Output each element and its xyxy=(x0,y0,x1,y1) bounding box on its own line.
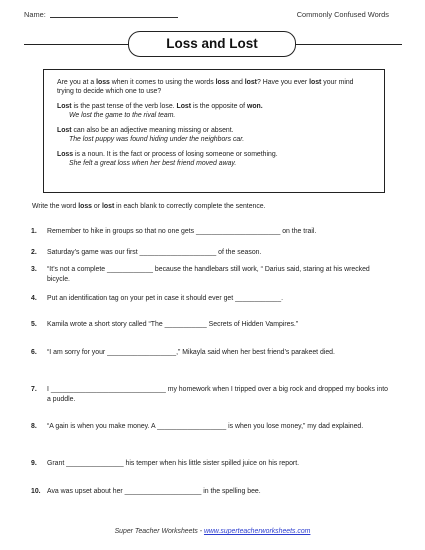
question-number: 3. xyxy=(31,266,37,273)
text-run: or xyxy=(92,203,102,210)
question-item xyxy=(31,487,391,497)
example-sentence: We lost the game to the rival team. xyxy=(69,112,176,119)
question-item xyxy=(31,422,391,432)
name-field xyxy=(24,10,178,19)
question-item xyxy=(31,348,391,358)
example-sentence: The lost puppy was found hiding under the neighbors car. xyxy=(69,136,245,143)
text-run: when it comes to using the words xyxy=(109,79,216,86)
question-text: “I am sorry for your __________________,” Mikayla said when her best friend’s parakeet died. xyxy=(47,349,335,356)
text-run: is a noun. It is the fact or process of losing someone or something. xyxy=(73,151,278,158)
keyword-text: Lost xyxy=(57,127,72,134)
question-text: Grant _______________ his temper when his little sister spilled juice on his report. xyxy=(47,460,300,467)
keyword-text: lost xyxy=(244,79,257,86)
text-run: is the opposite of xyxy=(191,103,247,110)
instructions xyxy=(32,203,266,210)
footer-site-name: Super Teacher Worksheets xyxy=(114,528,198,535)
question-item xyxy=(31,248,391,258)
text-run: ? Have you ever xyxy=(256,79,310,86)
question-text: Remember to hike in groups so that no one gets ______________________ on the trail. xyxy=(47,228,317,235)
keyword-text: Loss xyxy=(57,151,74,158)
text-run: Write the word xyxy=(32,203,79,210)
question-number: 7. xyxy=(31,386,37,393)
definition-paragraph xyxy=(57,102,372,120)
question-text: Saturday’s game was our first ____________________ of the season. xyxy=(47,249,262,256)
question-number: 4. xyxy=(31,295,37,302)
text-run: is the past tense of the verb lose. xyxy=(71,103,177,110)
question-number: 10. xyxy=(31,488,41,495)
name-line xyxy=(50,17,178,18)
example-sentence: She felt a great loss when her best friend moved away. xyxy=(69,160,237,167)
question-text: “A gain is when you make money. A __________________ is when you lose money,” my dad explained. xyxy=(47,423,364,430)
question-item xyxy=(31,385,391,404)
question-item xyxy=(31,294,391,304)
footer-url-link[interactable]: www.superteacherworksheets.com xyxy=(203,528,311,535)
definition-paragraph xyxy=(57,126,372,144)
keyword-text: lost xyxy=(101,203,115,210)
question-number: 1. xyxy=(31,228,37,235)
text-run: Are you at a xyxy=(57,79,97,86)
question-text: “It’s not a complete ____________ because the handlebars still work, “ Darius said, staring at his wrecked bicycle. xyxy=(47,266,370,283)
question-item xyxy=(31,265,391,284)
keyword-text: lost xyxy=(309,79,322,86)
question-number: 6. xyxy=(31,349,37,356)
question-number: 2. xyxy=(31,249,37,256)
question-number: 8. xyxy=(31,423,37,430)
question-text: Put an identification tag on your pet in case it should ever get ____________. xyxy=(47,295,283,302)
name-label: Name: xyxy=(24,10,46,19)
footer xyxy=(0,528,425,535)
question-item xyxy=(31,459,391,469)
question-number: 5. xyxy=(31,321,37,328)
keyword-text: won. xyxy=(246,103,263,110)
keyword-text: loss xyxy=(96,79,110,86)
keyword-text: Lost xyxy=(176,103,192,110)
keyword-text: loss xyxy=(78,203,93,210)
question-text: Ava was upset about her ____________________ in the spelling bee. xyxy=(47,488,261,495)
worksheet-category: Commonly Confused Words xyxy=(296,10,389,19)
definition-paragraph xyxy=(57,150,372,168)
question-number: 9. xyxy=(31,460,37,467)
intro-paragraph xyxy=(57,78,372,96)
question-item xyxy=(31,320,391,330)
info-box xyxy=(43,69,385,193)
text-run: can also be an adjective meaning missing or absent. xyxy=(71,127,234,134)
keyword-text: Lost xyxy=(57,103,72,110)
footer-separator: - xyxy=(197,528,204,535)
question-text: Kamila wrote a short story called “The ___________ Secrets of Hidden Vampires.” xyxy=(47,321,299,328)
definitions xyxy=(57,102,372,168)
text-run: your mind trying to decide which one to use? xyxy=(57,79,354,95)
question-item xyxy=(31,227,391,237)
text-run: in each blank to correctly complete the sentence. xyxy=(114,203,266,210)
keyword-text: loss xyxy=(215,79,230,86)
page-title: Loss and Lost xyxy=(128,31,296,57)
text-run: and xyxy=(229,79,245,86)
question-text: I ______________________________ my homework when I tripped over a big rock and dropped my books into a puddle. xyxy=(47,386,388,403)
